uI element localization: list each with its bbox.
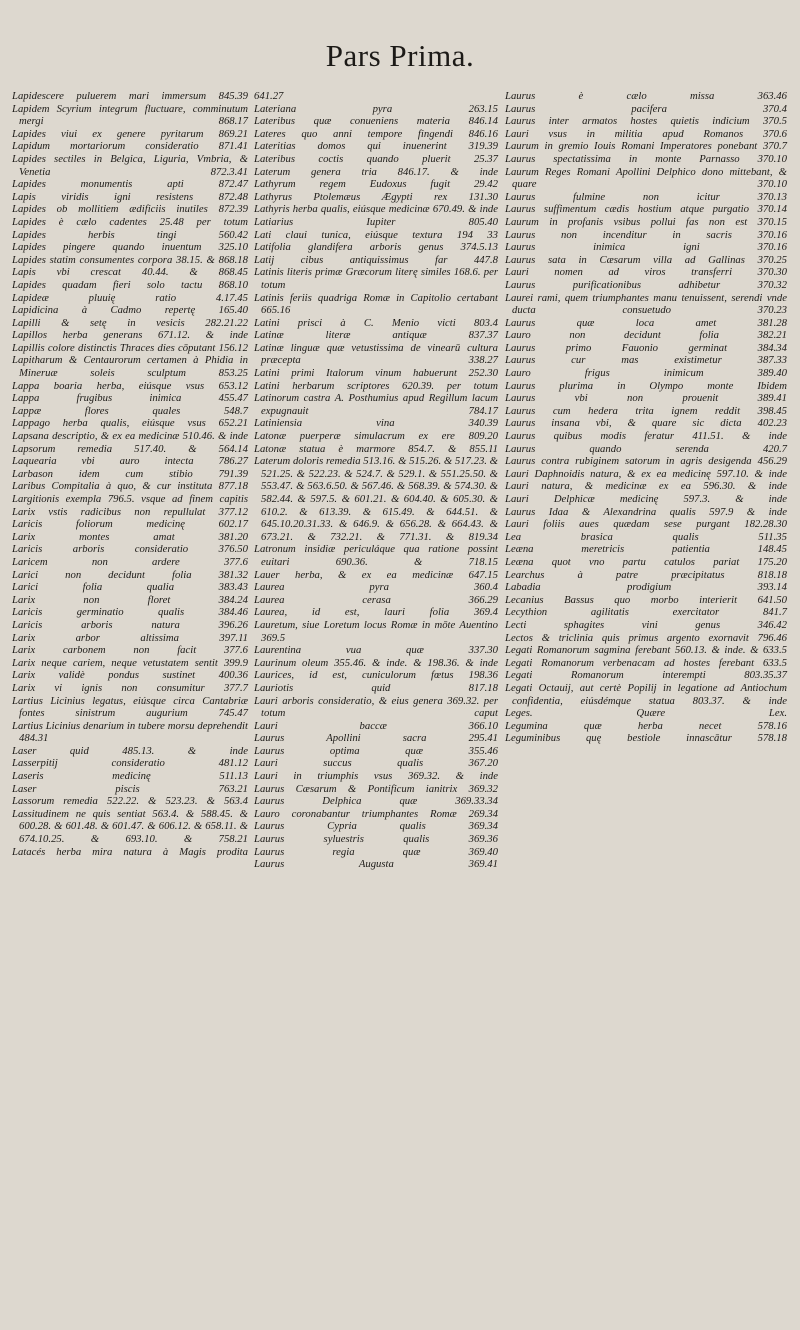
index-entry: Lassorum remedia 522.22. & 523.23. & 563.4 [12, 795, 248, 808]
index-entry: Larici folia qualia 383.43 [12, 581, 248, 594]
index-entry: Lauer herba, & ex ea medicinæ 647.15 [254, 568, 498, 581]
index-entry: Lapides monumentis apti 872.47 [12, 178, 248, 191]
index-entry: Lectos & triclinia quis primus argento exornavit 796.46 [505, 631, 787, 644]
index-entry: Latini prisci à C. Menio victi 803.4 [254, 316, 498, 329]
index-entry: Lauri nomen ad viros transferri 370.30 [505, 266, 787, 279]
index-entry: Lapides viui ex genere pyritarum 869.21 [12, 127, 248, 140]
index-entry: Latinæ linguæ quæ vetustissima de vinearū cultura præcepta 338.27 [254, 341, 498, 367]
index-entry: Lappa boaria herba, eiúsque vsus 653.12 [12, 379, 248, 392]
index-entry: Lapides pingere quando inuentum 325.10 [12, 241, 248, 254]
index-entry: Latiniensia vina 340.39 [254, 417, 498, 430]
index-entry: Laurus sata in Cæsarum villa ad Gallinas 370.25 [505, 253, 787, 266]
index-entry: Latacés herba mira natura à Magis prodita [12, 845, 248, 858]
index-entry: Lauriotis quid 817.18 [254, 681, 498, 694]
index-entry: Larix arbor altissima 397.11 [12, 631, 248, 644]
index-entry: Laurus spectatissima in monte Parnasso 370.10 [505, 152, 787, 165]
index-entry: Larix montes amat 381.20 [12, 530, 248, 543]
index-entry: Laurus contra rubiginem satorum in agris desigenda 456.29 [505, 455, 787, 468]
index-entry: Laurum Reges Romani Apollini Delphico dono mittebant, & quare 370.10 [505, 165, 787, 191]
index-entry: Laricis arboris consideratio 376.50 [12, 543, 248, 556]
index-entry: Laurus inimica igni 370.16 [505, 241, 787, 254]
index-entry: Largitionis exempla 796.5. vsque ad finem capitis [12, 493, 248, 505]
index-entry: Laurum in profanis vsibus pollui fas non est 370.15 [505, 215, 787, 228]
index-entry: Lauro non decidunt folia 382.21 [505, 329, 787, 342]
index-entry: Lati claui tunica, eiúsque textura 194 33 [254, 228, 498, 241]
index-entry: Laurus regia quæ 369.40 [254, 845, 498, 858]
index-entry: Legati Romanorum sagmina ferebant 560.13. & inde. & 633.5 [505, 644, 787, 657]
index-entry: Laquearia vbi auro intecta 786.27 [12, 455, 248, 468]
index-entry: Legati Romanorum verbenacam ad hostes ferebant 633.5 [505, 656, 787, 669]
index-entry: Lapides quadam fieri solo tactu 868.10 [12, 278, 248, 291]
index-entry: Lateriana pyra 263.15 [254, 102, 498, 115]
index-entry: Laurus Idaa & Alexandrina qualis 597.9 & inde [505, 505, 787, 518]
index-entry: Latifolia glandifera arboris genus 374.5.13 [254, 241, 498, 254]
index-entry: Laurus quando serenda 420.7 [505, 442, 787, 455]
index-entry: Latronum insidiæ periculáque qua ratione possint euitari 690.36. & 718.15 [254, 543, 498, 568]
index-entry: Latini herbarum scriptores 620.39. per totum [254, 379, 498, 392]
index-entry: Laurus cum hedera trita ignem reddit 398.45 [505, 404, 787, 417]
index-entry: Laterum doloris remedia 513.16. & 515.26. & 517.23. & 521.25. & 522.23. & 524.7. & 529.1. & 551.25.50. & 553.47. & 563.6.50. & 567.46. & 568.39. & 574.30. & 582.44. & 597.5. & 601.21. & 604.40. & 605.30. & 610.2. & 613.39. & 615.49. & 644.51. & 645.10.20.31.33. & 646.9. & 656.28. & 664.43. & 673.21. & 732.21. & 771.31. & 819.34 [254, 455, 498, 543]
index-entry: Latonæ statua è marmore 854.7. & 855.11 [254, 442, 498, 455]
index-entry: Latonæ puerperæ simulacrum ex ere 809.20 [254, 430, 498, 443]
index-entry: Laurus purificationibus adhibetur 370.32 [505, 278, 787, 291]
index-entry: Laurus fulmine non icitur 370.13 [505, 190, 787, 203]
index-entry: Lauri arboris consideratio, & eius genera 369.32. per totum caput [254, 694, 498, 720]
index-entry: Lapsana descriptio, & ex ea medicinæ 510.46. & inde [12, 430, 248, 443]
index-entry: Learchus à patre præcipitatus 818.18 [505, 568, 787, 581]
index-entry: Laser quid 485.13. & inde [12, 744, 248, 757]
index-entry: Laurus non incenditur in sacris 370.16 [505, 228, 787, 241]
index-entry: Lateribus coctis quando pluerit 25.37 [254, 152, 498, 165]
index-entry: Lapillis colore distinctis Thraces dies cōputant 156.12 [12, 341, 248, 354]
index-entry: Lapsorum remedia 517.40. & 564.14 [12, 442, 248, 455]
index-entry: Laribus Compitalia à quo, & cur instituta 877.18 [12, 480, 248, 493]
index-column-middle [254, 90, 498, 871]
index-entry: Lapidescere puluerem mari immersum 845.39 [12, 90, 248, 102]
index-entry: Laurus Cypria qualis 369.34 [254, 820, 498, 833]
index-entry: Leguminibus quę bestiole innascātur 578.18 [505, 732, 787, 745]
index-entry: Laurices, id est, cuniculorum fœtus 198.36 [254, 669, 498, 682]
index-entry: Leges. Quære Lex. [505, 707, 787, 720]
index-entry: Laurus primo Fauonio germinat 384.34 [505, 341, 787, 354]
index-entry: Laurum in gremio Iouis Romani Imperatores ponebant 370.7 [505, 140, 787, 153]
index-entry: Lartius Licinius denarium in tubere morsu deprehendit 484.31 [12, 719, 248, 745]
index-entry: Laurus syluestris qualis 369.36 [254, 833, 498, 846]
index-entry: Lauro coronabantur triumphantes Romæ 269.34 [254, 807, 498, 820]
index-entry: Laurus plurima in Olympo monte Ibidem [505, 379, 787, 392]
index-entry: Larix vi ignis non consumitur 377.7 [12, 681, 248, 694]
index-entry: Laser piscis 763.21 [12, 782, 248, 795]
index-entry: Lateribus quæ conueniens materia 846.14 [254, 115, 498, 128]
index-entry: Leæna meretricis patientia 148.45 [505, 543, 787, 556]
index-entry: Lauri in triumphis vsus 369.32. & inde [254, 770, 498, 783]
index-entry: Larbason idem cum stibio 791.39 [12, 467, 248, 480]
index-entry: Laricem non ardere 377.6 [12, 555, 248, 568]
index-entry: Lecythion agilitatis exercitator 841.7 [505, 606, 787, 619]
index-entry: Laurus è cælo missa 363.46 [505, 90, 787, 102]
index-entry: Lapillos herba generans 671.12. & inde [12, 329, 248, 342]
index-entry: Laterum genera tria 846.17. & inde [254, 165, 498, 178]
index-entry: Laseris medicinę 511.13 [12, 770, 248, 783]
index-entry: Lartius Licinius legatus, eiúsque circa Cantabriæ fontes sinistrum augurium 745.47 [12, 694, 248, 720]
index-entry: Lauri Delphicæ medicinę 597.3. & inde [505, 493, 787, 505]
index-entry: Lateritias domos qui inuenerint 319.39 [254, 140, 498, 153]
index-entry: Laricis arboris natura 396.26 [12, 618, 248, 631]
index-entry: Labadia prodigium 393.14 [505, 581, 787, 594]
index-entry: Legati Octauij, aut certè Popilij in legatione ad Antiochum confidentia, eiúsdémque statua 803.37. & inde [505, 681, 787, 707]
index-entry: Lappa frugibus inimica 455.47 [12, 392, 248, 405]
index-entry: Laricis germinatio qualis 384.46 [12, 606, 248, 619]
index-entry: Latinis literis primæ Græcorum literę similes 168.6. per totum [254, 266, 498, 291]
index-column-right [505, 90, 787, 745]
index-entry: Larix neque cariem, neque vetustatem sentit 399.9 [12, 656, 248, 669]
index-entry: Latinis feriis quadriga Romæ in Capitolio certabant 665.16 [254, 291, 498, 317]
index-entry: Lauri vsus in militia apud Romanos 370.6 [505, 127, 787, 140]
index-entry: Latiarius Iupiter 805.40 [254, 215, 498, 228]
index-entry: Larix carbonem non facit 377.6 [12, 644, 248, 657]
index-entry: Larix vstis radicibus non repullulat 377.12 [12, 505, 248, 518]
index-entry: Lecti sphagites vini genus 346.42 [505, 618, 787, 631]
index-entry: Lauri succus qualis 367.20 [254, 757, 498, 770]
index-entry: Lecanius Bassus quo morbo interierit 641.50 [505, 593, 787, 606]
index-entry: Lapidem Scyrium integrum fluctuare, comminutum mergi 868.17 [12, 102, 248, 128]
index-entry: Laurea pyra 360.4 [254, 581, 498, 594]
index-entry: Laurea, id est, lauri folia 369.4 [254, 606, 498, 619]
index-entry: Lapides sectiles in Belgica, Liguria, Vmbria, & Venetia 872.3.41 [12, 152, 248, 178]
index-entry: Lappæ flores quales 548.7 [12, 404, 248, 417]
index-entry: Laurus vbi non prouenit 389.41 [505, 392, 787, 405]
index-entry: Larix non floret 384.24 [12, 593, 248, 606]
index-entry: Lateres quo anni tempore fingendi 846.16 [254, 127, 498, 140]
index-entry: Lathyrum regem Eudoxus fugit 29.42 [254, 178, 498, 191]
index-entry: Lapides è cælo cadentes 25.48 per totum [12, 215, 248, 228]
index-entry: Laurei rami, quem triumphantes manu tenuissent, serendi vnde ducta consuetudo 370.23 [505, 291, 787, 317]
index-entry: Latinæ literæ antiquæ 837.37 [254, 329, 498, 342]
index-entry: Lapis vbi crescat 40.44. & 868.45 [12, 266, 248, 279]
index-entry: Laurus suffimentum cædis hostium atque purgatio 370.14 [505, 203, 787, 216]
index-entry: Laurus optima quæ 355.46 [254, 744, 498, 757]
index-entry: Laurea cerasa 366.29 [254, 593, 498, 606]
index-entry: Laurus cur mas existimetur 387.33 [505, 354, 787, 367]
index-entry: Lathyrus Ptolemæus Ægypti rex 131.30 [254, 190, 498, 203]
index-entry: Latinorum castra A. Posthumius apud Regillum lacum expugnauit 784.17 [254, 392, 498, 417]
index-entry: Lauri foliis aues quædam sese purgant 182.28.30 [505, 518, 787, 531]
index-entry: Laricis foliorum medicinę 602.17 [12, 518, 248, 531]
index-entry: Lathyris herba qualis, eiúsque medicinæ 670.49. & inde [254, 203, 498, 216]
index-entry: Lappago herba qualis, eiúsque vsus 652.21 [12, 417, 248, 430]
index-entry: Legumina quæ herba necet 578.16 [505, 719, 787, 732]
index-entry: Lapideæ pluuię ratio 4.17.45 [12, 291, 248, 304]
index-entry: Lapides ob mollitiem ædificiis inutiles 872.39 [12, 203, 248, 216]
index-entry: Laurus pacifera 370.4 [505, 102, 787, 115]
index-entry: Laurus quæ loca amet 381.28 [505, 316, 787, 329]
index-entry: Laurus inter armatos hostes quietis indicium 370.5 [505, 115, 787, 128]
index-entry: Larix validè pondus sustinet 400.36 [12, 669, 248, 682]
index-entry: Laurinum oleum 355.46. & inde. & 198.36. & inde [254, 656, 498, 669]
index-entry: Lauri baccæ 366.10 [254, 719, 498, 732]
index-entry: Lapidum mortariorum consideratio 871.41 [12, 140, 248, 153]
index-entry: Lauro frigus inimicum 389.40 [505, 367, 787, 380]
index-entry: Laurus quibus modis feratur 411.51. & inde [505, 430, 787, 443]
index-entry: Lauretum, siue Loretum locus Romæ in mōte Auentino 369.5 [254, 618, 498, 644]
index-entry: Leæna quot vno partu catulos pariat 175.20 [505, 555, 787, 568]
index-entry: Lasserpitij consideratio 481.12 [12, 757, 248, 770]
index-entry: Lapides herbis tingi 560.42 [12, 228, 248, 241]
index-entry: Latini primi Italorum vinum habuerunt 252.30 [254, 367, 498, 380]
index-entry: Laurus Delphica quæ 369.33.34 [254, 795, 498, 808]
index-entry: Lapitharum & Centaurorum certamen à Phidia in Mineruæ soleis sculptum 853.25 [12, 354, 248, 380]
index-entry: Lapilli & setę in vesicis 282.21.22 [12, 316, 248, 329]
index-entry: 641.27 [254, 90, 284, 102]
index-entry: Lapides statim consumentes corpora 38.15. & 868.18 [12, 253, 248, 266]
index-entry: Larici non decidunt folia 381.32 [12, 568, 248, 581]
index-entry: Lea brasica qualis 511.35 [505, 530, 787, 543]
index-entry: Laurus Cæsarum & Pontificum ianitrix 369.32 [254, 782, 498, 795]
index-entry: Lauri Daphnoidis natura, & ex ea medicinę 597.10. & inde [505, 467, 787, 480]
index-entry: Lapidicina à Cadmo repertę 165.40 [12, 304, 248, 317]
index-entry: Laurentina vua quæ 337.30 [254, 644, 498, 657]
index-entry: Lassitudinem ne quis sentiat 563.4. & 588.45. & 600.28. & 601.48. & 601.47. & 606.12. & 658.11. & 674.10.25. & 693.10. & 758.21 [12, 807, 248, 846]
index-entry: Laurus Apollini sacra 295.41 [254, 732, 498, 745]
index-entry: Lauri natura, & medicinæ ex ea 596.30. & inde [505, 480, 787, 493]
index-entry: Latij cibus antiquissimus far 447.8 [254, 253, 498, 266]
index-entry: Lapis viridis igni resistens 872.48 [12, 190, 248, 203]
index-column-left [12, 90, 248, 858]
page-title: Pars Prima. [325, 38, 475, 73]
index-entry: Legati Romanorum interempti 803.35.37 [505, 669, 787, 682]
index-entry: Laurus insana vbi, & quare sic dicta 402.23 [505, 417, 787, 430]
index-entry: Laurus Augusta 369.41 [254, 858, 498, 871]
